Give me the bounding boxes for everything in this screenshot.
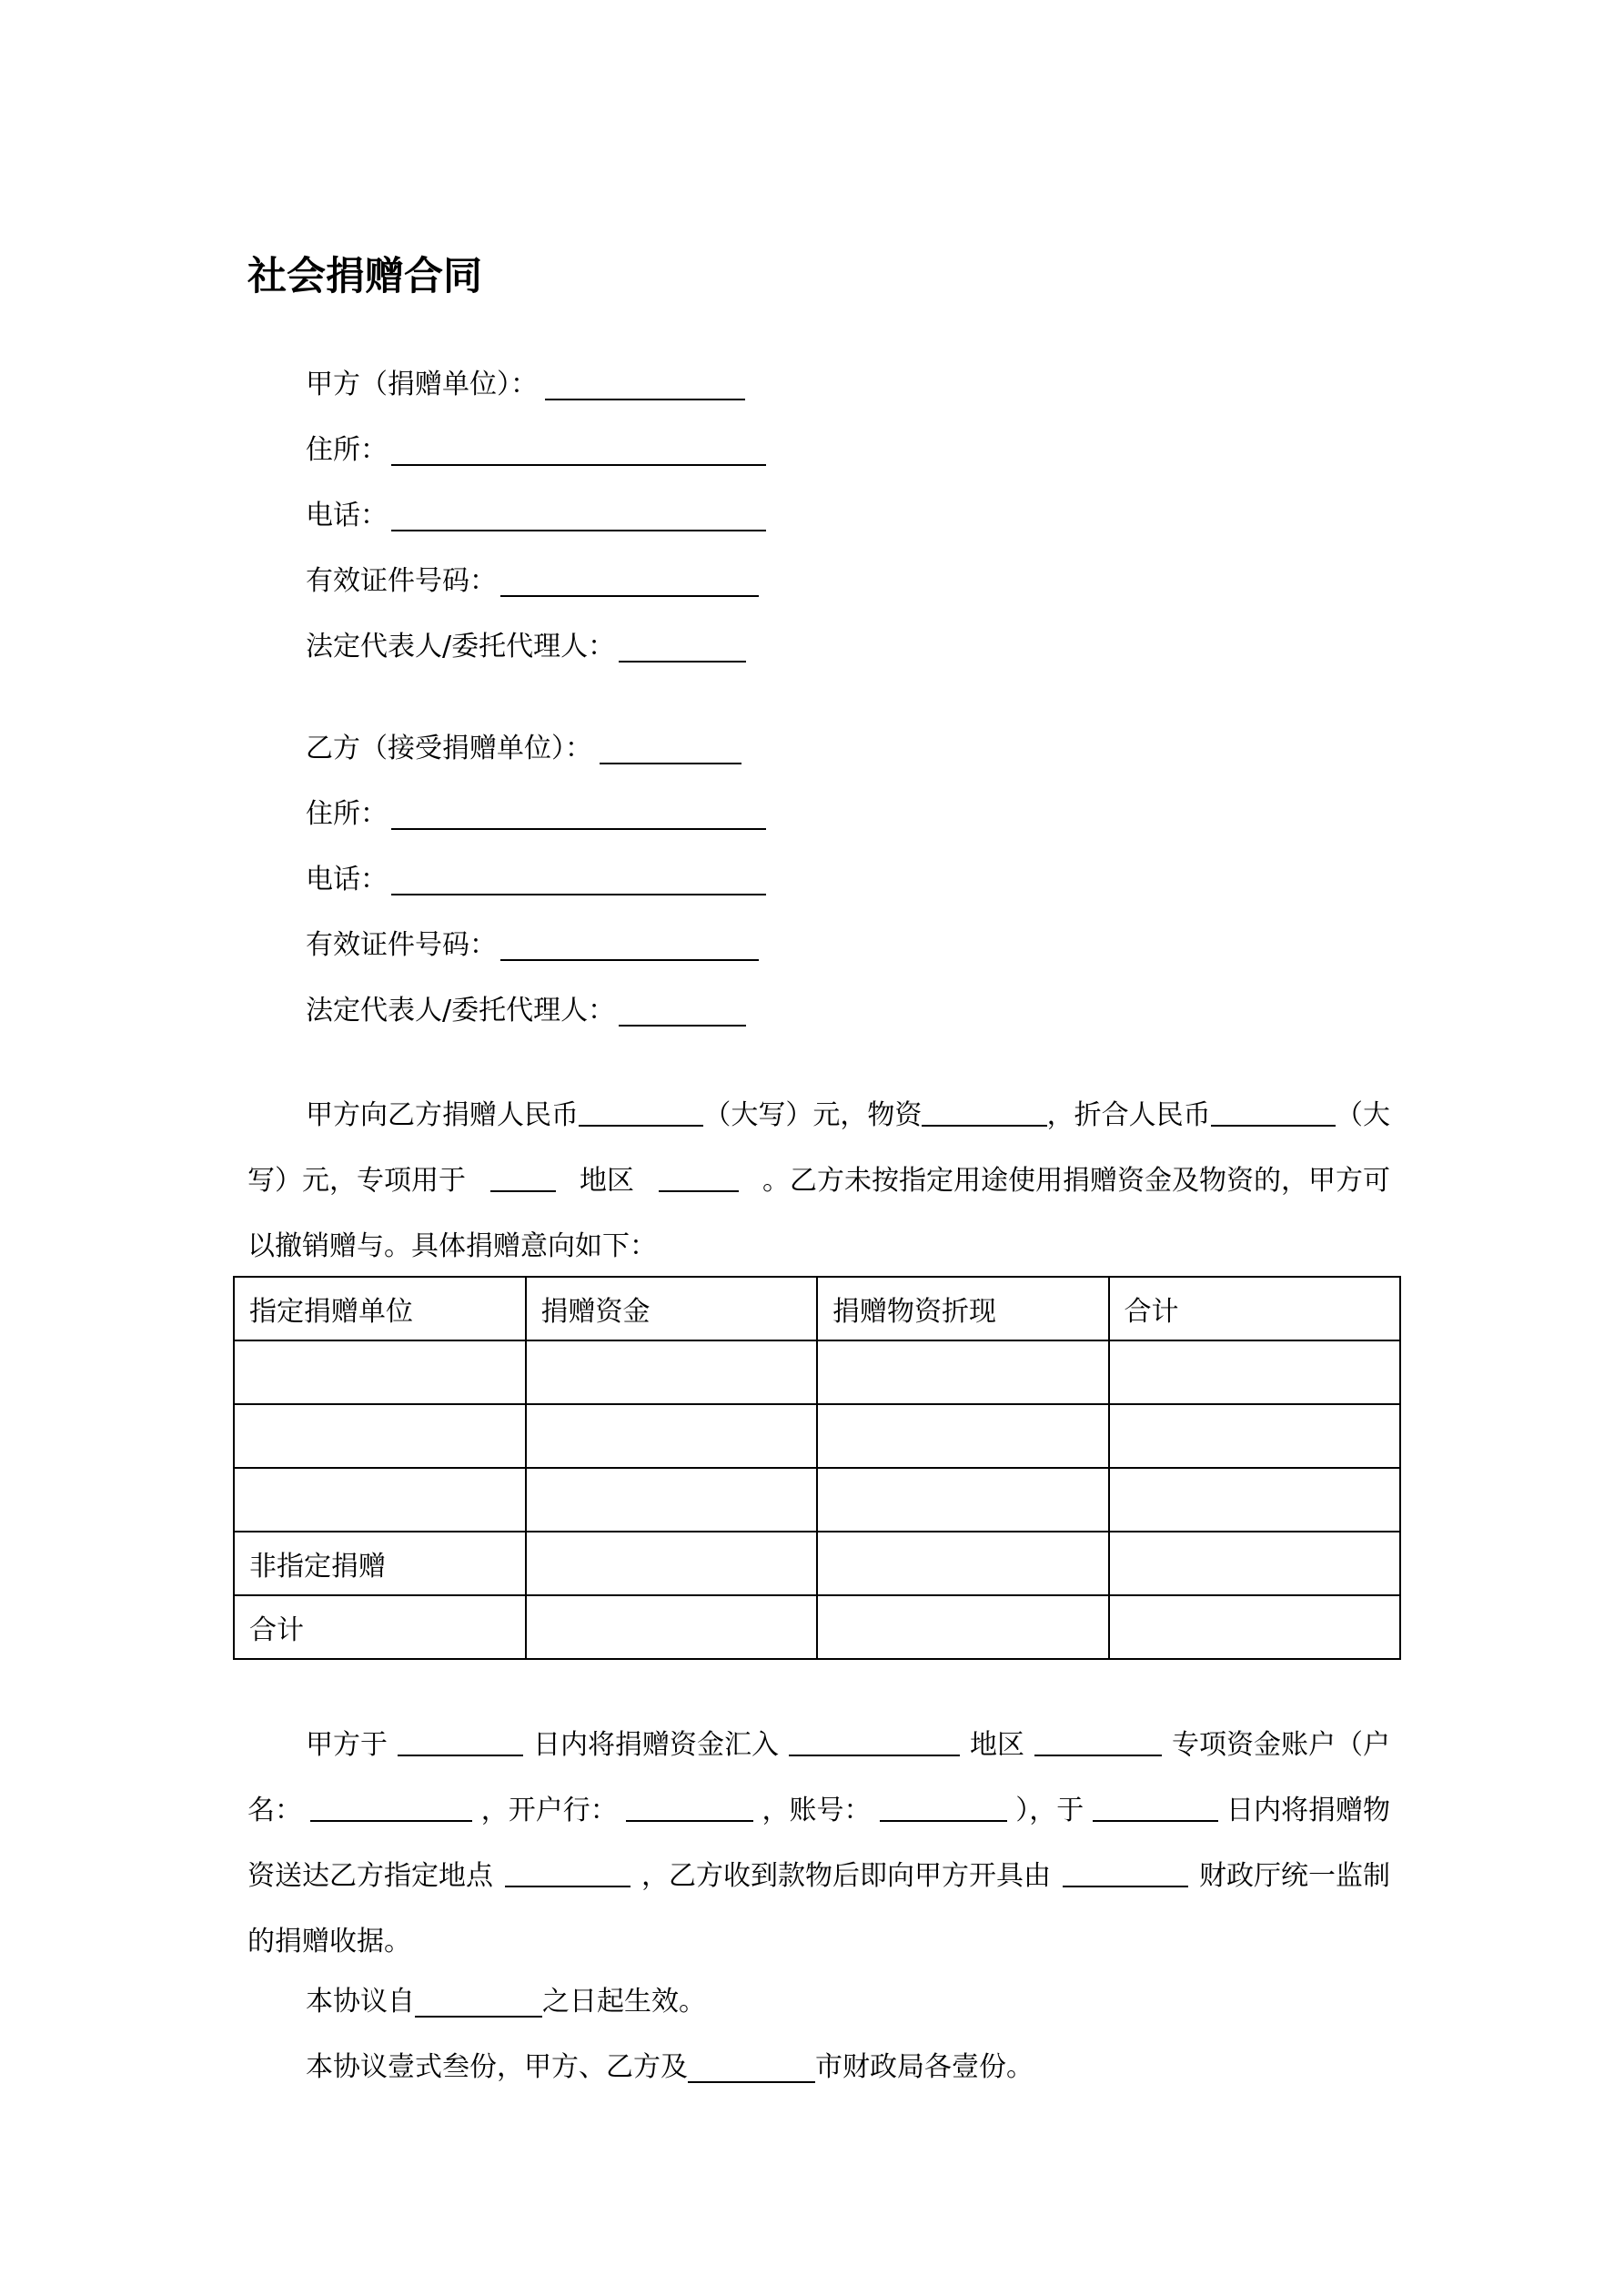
intro-text: 。乙方未按指定用途使用捐赠资金及物资的，甲方可 (762, 1165, 1390, 1197)
delivery-location-blank[interactable] (505, 1844, 630, 1887)
intro-line-3 (247, 1214, 1390, 1279)
transfer-text: 甲方于 (306, 1729, 388, 1761)
table-cell[interactable] (526, 1468, 818, 1532)
account-name-blank[interactable] (310, 1778, 472, 1822)
party-b-id-blank[interactable] (500, 923, 759, 961)
table-cell[interactable] (1109, 1468, 1401, 1532)
transfer-line-2 (247, 1778, 1390, 1844)
party-b-name-line (306, 726, 741, 772)
table-cell[interactable] (817, 1468, 1109, 1532)
intro-text: （大写）元，物资 (703, 1099, 923, 1131)
transfer-text: 名： (247, 1795, 302, 1826)
copies-text: 市财政局各壹份。 (815, 2051, 1034, 2083)
party-a-rep-line (306, 624, 746, 670)
table-row (234, 1595, 1400, 1659)
table-header-row (234, 1277, 1400, 1340)
table-row (234, 1340, 1400, 1404)
transfer-text: ，账号： (762, 1795, 872, 1826)
party-a-address-line (306, 428, 766, 473)
effective-text: 本协议自 (306, 1986, 415, 2018)
table-cell[interactable] (234, 1340, 526, 1404)
party-b-name-label: 乙方（接受捐赠单位）： (306, 733, 592, 764)
intro-text: 写）元，专项用于 (247, 1165, 466, 1197)
donation-table (233, 1276, 1401, 1660)
transfer-text: ），于 (1015, 1795, 1084, 1826)
document-title: 社会捐赠合同 (247, 254, 482, 299)
party-a-name-line (306, 362, 745, 408)
intro-line-2 (247, 1148, 1390, 1214)
table-cell[interactable] (1109, 1340, 1401, 1404)
transfer-text: 日内将捐赠资金汇入 (533, 1729, 779, 1761)
table-cell[interactable] (1109, 1404, 1401, 1468)
intro-text: （大 (1335, 1099, 1390, 1131)
rmb-amount-blank[interactable] (579, 1083, 703, 1127)
goods-days-blank[interactable] (1093, 1778, 1218, 1822)
party-b-address-line (306, 792, 766, 837)
intro-text: 地区 (580, 1165, 634, 1197)
party-b-rep-line (306, 988, 746, 1034)
party-a-phone-line (306, 493, 766, 539)
effective-date-line (306, 1979, 706, 2025)
finance-dept-blank[interactable] (1063, 1844, 1188, 1887)
table-cell[interactable] (817, 1532, 1109, 1595)
transfer-paragraph (247, 1713, 1390, 1975)
table-cell[interactable] (526, 1595, 818, 1659)
donation-intro-paragraph (247, 1083, 1390, 1279)
table-cell[interactable] (526, 1532, 818, 1595)
table-row (234, 1404, 1400, 1468)
party-a-phone-blank[interactable] (391, 493, 766, 531)
table-cell[interactable] (526, 1340, 818, 1404)
table-header-cell: 合计 (1109, 1277, 1401, 1340)
transfer-text: ，开户行： (480, 1795, 618, 1826)
transfer-text: 日内将捐赠物 (1226, 1795, 1390, 1826)
table-cell[interactable] (1109, 1595, 1401, 1659)
transfer-text: 财政厅统一监制 (1199, 1860, 1390, 1892)
transfer-text: 地区 (970, 1729, 1024, 1761)
party-a-name-label: 甲方（捐赠单位）： (306, 369, 538, 400)
table-header-cell: 捐赠物资折现 (817, 1277, 1109, 1340)
party-b-address-blank[interactable] (391, 792, 766, 830)
party-a-address-label: 住所： (306, 434, 388, 466)
table-cell[interactable] (234, 1404, 526, 1468)
party-b-rep-blank[interactable] (619, 988, 746, 1027)
party-b-id-line (306, 923, 759, 968)
party-b-phone-label: 电话： (306, 864, 388, 895)
goods-blank[interactable] (922, 1083, 1046, 1127)
table-cell: 合计 (234, 1595, 526, 1659)
party-a-id-label: 有效证件号码： (306, 565, 497, 597)
transfer-text: ，乙方收到款物后即向甲方开具由 (641, 1860, 1051, 1892)
table-cell[interactable] (526, 1404, 818, 1468)
party-b-rep-label: 法定代表人/委托代理人： (306, 995, 616, 1027)
effective-text: 之日起生效。 (542, 1986, 706, 2018)
party-a-address-blank[interactable] (391, 428, 766, 466)
region-fund-blank[interactable] (1034, 1713, 1162, 1756)
intro-text: ，折合人民币 (1046, 1099, 1211, 1131)
region-blank[interactable] (659, 1148, 739, 1192)
table-cell[interactable] (817, 1404, 1109, 1468)
copies-line (306, 2045, 1034, 2090)
effective-date-blank[interactable] (415, 1979, 542, 2018)
transfer-text: 资送达乙方指定地点 (247, 1860, 493, 1892)
transfer-text: 的捐赠收据。 (247, 1926, 411, 1957)
transfer-line-3 (247, 1844, 1390, 1909)
party-a-id-line (306, 559, 759, 604)
intro-line-1 (247, 1083, 1390, 1148)
converted-rmb-blank[interactable] (1211, 1083, 1336, 1127)
remit-target-blank[interactable] (789, 1713, 960, 1756)
table-header-cell: 指定捐赠单位 (234, 1277, 526, 1340)
table-header-cell: 捐赠资金 (526, 1277, 818, 1340)
party-b-address-label: 住所： (306, 798, 388, 830)
table-cell[interactable] (817, 1340, 1109, 1404)
city-finance-blank[interactable] (688, 2045, 815, 2083)
bank-blank[interactable] (626, 1778, 753, 1822)
table-row (234, 1468, 1400, 1532)
account-number-blank[interactable] (880, 1778, 1007, 1822)
intro-text: 以撤销赠与。具体捐赠意向如下： (247, 1230, 657, 1262)
table-cell[interactable] (234, 1468, 526, 1532)
party-a-rep-label: 法定代表人/委托代理人： (306, 631, 616, 663)
party-b-phone-blank[interactable] (391, 857, 766, 895)
party-a-rep-blank[interactable] (619, 624, 746, 663)
intro-text: 甲方向乙方捐赠人民币 (306, 1099, 579, 1131)
table-row (234, 1532, 1400, 1595)
table-cell[interactable] (1109, 1532, 1401, 1595)
party-b-phone-line (306, 857, 766, 903)
transfer-line-1 (247, 1713, 1390, 1778)
table-cell[interactable] (817, 1595, 1109, 1659)
party-b-id-label: 有效证件号码： (306, 929, 497, 961)
party-a-name-blank[interactable] (545, 362, 745, 400)
table-cell: 非指定捐赠 (234, 1532, 526, 1595)
party-b-name-blank[interactable] (600, 726, 741, 764)
purpose-blank[interactable] (490, 1148, 556, 1192)
party-a-id-blank[interactable] (500, 559, 759, 597)
transfer-text: 专项资金账户（户 (1172, 1729, 1390, 1761)
transfer-line-4 (247, 1909, 1390, 1975)
days-blank[interactable] (398, 1713, 523, 1756)
copies-text: 本协议壹式叁份，甲方、乙方及 (306, 2051, 688, 2083)
party-a-phone-label: 电话： (306, 500, 388, 531)
